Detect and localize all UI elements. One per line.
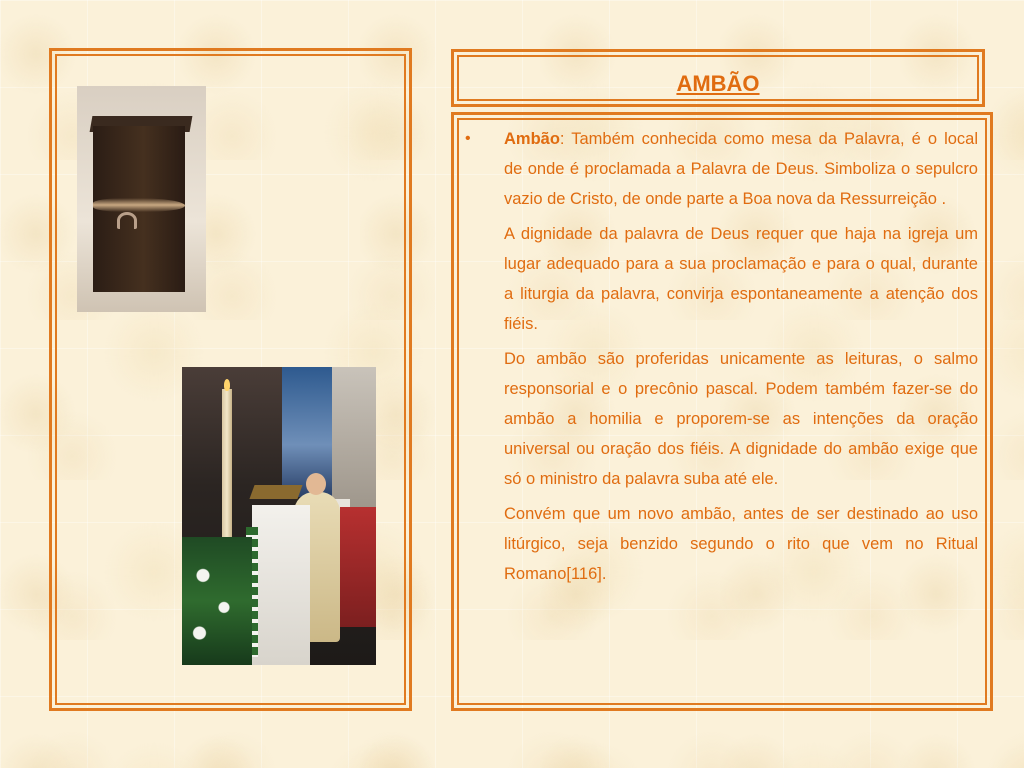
ambo-photo bbox=[77, 86, 206, 312]
paragraph: A dignidade da palavra de Deus requer que haja na igreja um lugar adequado para a sua proclamação e para o qual, durante a liturgia da palavra, convirja espontaneamente a atenção dos fiéis. bbox=[504, 225, 978, 333]
liturgy-photo bbox=[182, 367, 376, 665]
slide-title: AMBÃO bbox=[676, 71, 760, 96]
term-label: Ambão bbox=[504, 130, 560, 148]
body-text bbox=[504, 124, 978, 594]
paragraph-definition bbox=[504, 124, 978, 214]
title-panel bbox=[451, 49, 985, 107]
paragraph: Do ambão são proferidas unicamente as leituras, o salmo responsorial e o precônio pascal. Podem também fazer-se do ambão a homilia e proporem-se as intenções da oração universal ou oração dos fiéis. A dignidade do ambão exige que só o ministro da palavra suba até ele. bbox=[504, 350, 978, 488]
paragraph: Convém que um novo ambão, antes de ser destinado ao uso litúrgico, seja benzido segundo o rito que vem no Ritual Romano[116]. bbox=[504, 505, 978, 583]
definition-text: : Também conhecida como mesa da Palavra, é o local de onde é proclamada a Palavra de Deus. Simboliza o sepulcro vazio de Cristo, de onde parte a Boa nova da Ressurreição . bbox=[504, 130, 978, 208]
title-panel-inner-border bbox=[457, 55, 979, 101]
bullet-marker: • bbox=[465, 130, 471, 147]
